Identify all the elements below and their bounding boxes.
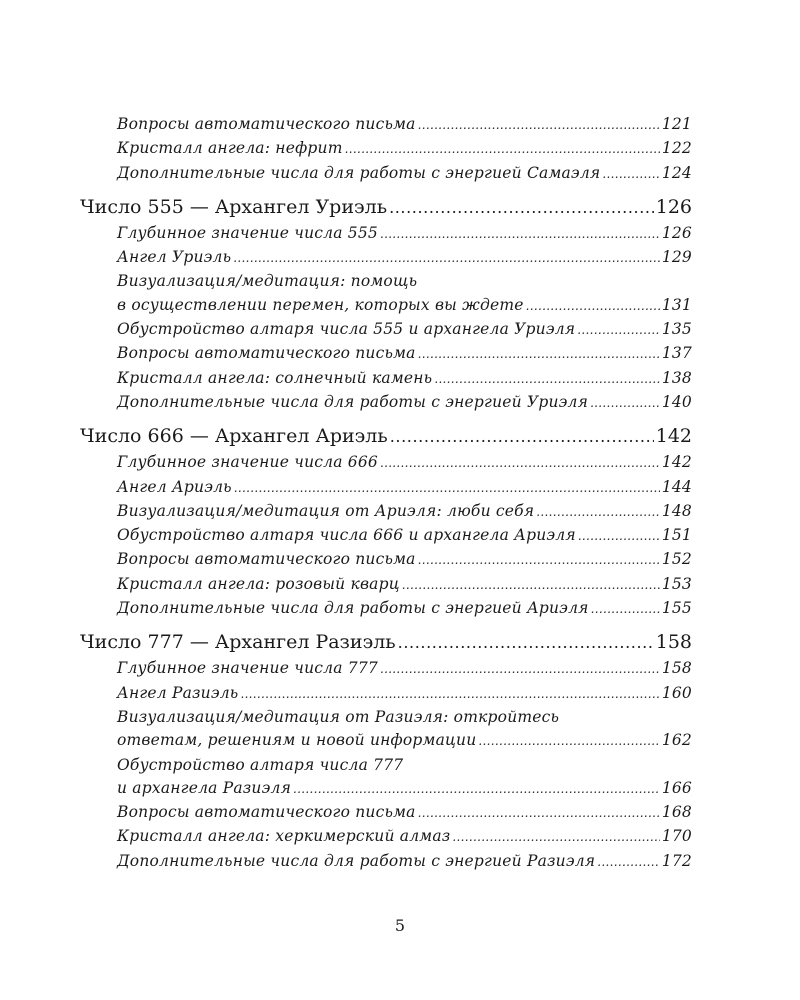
toc-entry-title: и архангела Разиэля (117, 778, 292, 797)
toc-entry[interactable] (117, 573, 692, 597)
toc-entry-page: 122 (661, 139, 692, 158)
dot-leader (398, 630, 654, 656)
toc-entry-title: Обустройство алтаря числа 666 и архангела Ариэля (117, 526, 576, 545)
toc-entry[interactable] (117, 391, 692, 415)
toc-entry[interactable] (117, 318, 692, 342)
chapter-page: 158 (655, 631, 692, 654)
toc-entry-page: 144 (661, 477, 692, 496)
chapter-page: 142 (655, 425, 692, 448)
toc-entry-title: Дополнительные числа для работы с энергией Уриэля (117, 392, 589, 411)
toc-entry-title: Кристалл ангела: солнечный камень (117, 368, 433, 387)
toc-entry-page: 168 (661, 803, 692, 822)
toc-entry[interactable] (117, 342, 692, 366)
dot-leader (418, 549, 660, 572)
dot-leader (452, 826, 659, 849)
chapter-title: Число 555 — Архангел Уриэль (80, 195, 388, 218)
toc-entry-page: 131 (661, 295, 692, 314)
toc-entry-page: 155 (661, 599, 692, 618)
toc-entry-title: в осуществлении перемен, которых вы ждете (117, 295, 524, 314)
dot-leader (478, 730, 659, 753)
toc-entry-page: 172 (661, 851, 692, 870)
dot-leader (293, 778, 660, 801)
toc-entry-title: Ангел Ариэль (117, 477, 232, 496)
dot-leader (602, 163, 659, 186)
table-of-contents (80, 113, 692, 874)
toc-entry[interactable] (117, 729, 692, 753)
dot-leader (418, 114, 660, 137)
toc-entry-title: Ангел Уриэль (117, 248, 232, 267)
dot-leader (390, 424, 654, 450)
toc-entry-lead: Визуализация/медитация: помощь (117, 272, 418, 291)
toc-entry[interactable] (117, 500, 692, 524)
toc-entry-title: Визуализация/медитация от Ариэля: люби себя (117, 501, 535, 520)
toc-entry-title: Кристалл ангела: херкимерский алмаз (117, 827, 451, 846)
dot-leader (240, 683, 659, 706)
toc-entry-page: 148 (661, 501, 692, 520)
toc-entry[interactable] (117, 476, 692, 500)
toc-entry-title: Ангел Разиэль (117, 683, 239, 702)
toc-chapter-555[interactable] (80, 194, 692, 221)
toc-entry-title: Дополнительные числа для работы с энергией Ариэля (117, 599, 589, 618)
toc-entry[interactable] (117, 451, 692, 475)
toc-entry-title: Дополнительные числа для работы с энергией Разиэля (117, 851, 596, 870)
toc-chapter-666[interactable] (80, 423, 692, 450)
toc-entry-title: Глубинное значение числа 777 (117, 659, 378, 678)
dot-leader (526, 295, 660, 318)
toc-entry-page: 142 (661, 453, 692, 472)
toc-entry-page: 135 (661, 320, 692, 339)
toc-entry-lead: Визуализация/медитация от Разиэля: откройтесь (117, 707, 560, 726)
page-number: 5 (394, 916, 406, 935)
toc-entry[interactable] (117, 137, 692, 161)
toc-entry-title: Вопросы автоматического письма (117, 344, 416, 363)
dot-leader (418, 343, 660, 366)
toc-entry-page: 138 (661, 368, 692, 387)
toc-entry-page: 151 (661, 526, 692, 545)
toc-entry-title: Кристалл ангела: розовый кварц (117, 574, 400, 593)
toc-entry[interactable] (117, 777, 692, 801)
toc-entry[interactable] (117, 682, 692, 706)
toc-entry-page: 140 (661, 392, 692, 411)
toc-entry-title: Обустройство алтаря числа 555 и архангела Уриэля (117, 320, 576, 339)
toc-entry-title: Глубинное значение числа 666 (117, 453, 378, 472)
dot-leader (536, 501, 660, 524)
dot-leader (418, 802, 660, 825)
toc-entry-page: 166 (661, 778, 692, 797)
dot-leader (234, 477, 660, 500)
chapter-title: Число 777 — Архангел Разиэль (80, 631, 396, 654)
toc-entry[interactable] (117, 246, 692, 270)
dot-leader (597, 851, 660, 874)
toc-entry-page: 158 (661, 659, 692, 678)
toc-entry-title: Дополнительные числа для работы с энергией Самаэля (117, 163, 601, 182)
toc-entry[interactable] (117, 597, 692, 621)
toc-entry[interactable] (117, 222, 692, 246)
dot-leader (591, 598, 660, 621)
dot-leader (434, 368, 659, 391)
toc-entry-lead: Обустройство алтаря числа 777 (117, 755, 404, 774)
toc-entry-page: 137 (661, 344, 692, 363)
toc-entry[interactable] (117, 548, 692, 572)
toc-entry[interactable] (117, 825, 692, 849)
toc-entry-title: Глубинное значение числа 555 (117, 223, 378, 242)
toc-entry-page: 121 (661, 115, 692, 133)
toc-entry[interactable] (117, 801, 692, 825)
toc-entry-title: Вопросы автоматического письма (117, 803, 416, 822)
toc-chapter-777[interactable] (80, 629, 692, 656)
toc-entry[interactable] (117, 113, 692, 137)
dot-leader (590, 392, 660, 415)
dot-leader (380, 223, 660, 246)
toc-entry-page: 126 (661, 223, 692, 242)
toc-entry[interactable] (117, 657, 692, 681)
chapter-title: Число 666 — Архангел Ариэль (80, 425, 388, 448)
toc-entry[interactable] (117, 294, 692, 318)
toc-entry-page: 129 (661, 248, 692, 267)
toc-entry-title: Вопросы автоматического письма (117, 115, 416, 133)
dot-leader (380, 452, 660, 475)
dot-leader (345, 138, 660, 161)
dot-leader (233, 247, 660, 270)
toc-entry[interactable] (117, 850, 692, 874)
toc-entry[interactable] (117, 524, 692, 548)
toc-entry-title: Вопросы автоматического письма (117, 550, 416, 569)
toc-entry-page: 152 (661, 550, 692, 569)
toc-entry-title: ответам, решениям и новой информации (117, 731, 477, 750)
toc-entry-page: 153 (661, 574, 692, 593)
toc-entry-page: 160 (661, 683, 692, 702)
toc-entry[interactable] (117, 162, 692, 186)
dot-leader (578, 525, 660, 548)
toc-entry-page: 162 (661, 731, 692, 750)
toc-entry-page: 124 (661, 163, 692, 182)
dot-leader (402, 574, 660, 597)
toc-entry[interactable] (117, 367, 692, 391)
dot-leader (380, 658, 660, 681)
dot-leader (577, 319, 660, 342)
chapter-page: 126 (655, 195, 692, 218)
toc-entry-page: 170 (661, 827, 692, 846)
dot-leader (389, 195, 654, 221)
toc-entry-title: Кристалл ангела: нефрит (117, 139, 343, 158)
